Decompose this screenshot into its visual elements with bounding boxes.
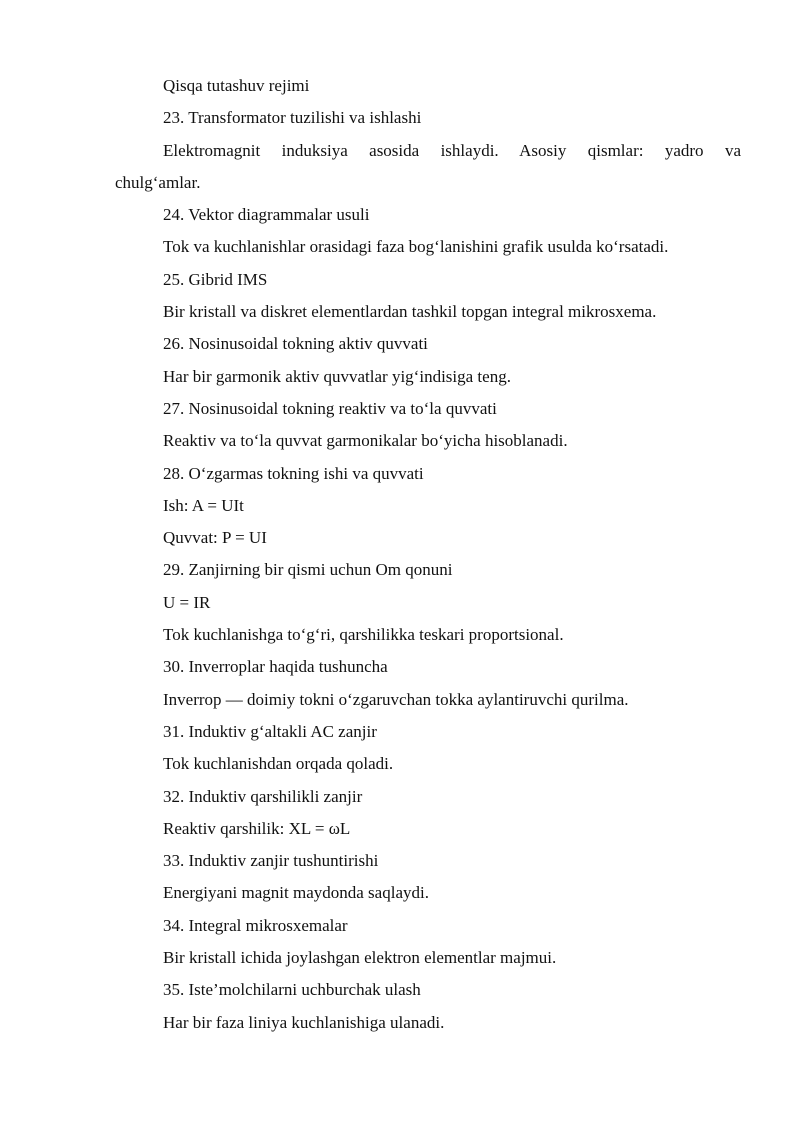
paragraph (115, 135, 741, 200)
section-heading: 26. Nosinusoidal tokning aktiv quvvati (163, 334, 428, 354)
text-line: Har bir faza liniya kuchlanishiga ulanadi. (163, 1012, 445, 1032)
section-heading: 35. Iste’molchilarni uchburchak ulash (163, 980, 421, 1000)
formula-line: U = IR (163, 592, 211, 612)
text-line: Har bir garmonik aktiv quvvatlar yig‘indisiga teng. (163, 366, 511, 386)
section-heading: 27. Nosinusoidal tokning reaktiv va to‘la quvvati (163, 398, 497, 418)
section-heading: 28. O‘zgarmas tokning ishi va quvvati (163, 463, 424, 483)
text-line: Qisqa tutashuv rejimi (163, 76, 310, 95)
text-line: Bir kristall ichida joylashgan elektron elementlar majmui. (163, 948, 557, 968)
section-heading: 24. Vektor diagrammalar usuli (163, 205, 370, 225)
section-heading: 25. Gibrid IMS (163, 269, 268, 289)
section-heading: 34. Integral mikrosxemalar (163, 915, 348, 935)
text-line: Tok kuchlanishdan orqada qoladi. (163, 754, 394, 774)
document-body (115, 70, 741, 1039)
section-heading: 32. Induktiv qarshilikli zanjir (163, 786, 363, 806)
text-line: Inverrop — doimiy tokni o‘zgaruvchan tokka aylantiruvchi qurilma. (163, 689, 629, 709)
text-line: Tok kuchlanishga to‘g‘ri, qarshilikka teskari proportsional. (163, 625, 564, 645)
text-line: Energiyani magnit maydonda saqlaydi. (163, 883, 429, 903)
section-heading: 29. Zanjirning bir qismi uchun Om qonuni (163, 560, 453, 580)
text-line: Tok va kuchlanishlar orasidagi faza bog‘lanishini grafik usulda ko‘rsatadi. (163, 237, 669, 257)
text-line: Reaktiv va to‘la quvvat garmonikalar bo‘yicha hisoblanadi. (163, 431, 568, 451)
section-heading: 33. Induktiv zanjir tushuntirishi (163, 851, 379, 871)
formula-line: Ish: A = UIt (163, 495, 244, 515)
section-heading: 31. Induktiv g‘altakli AC zanjir (163, 721, 377, 741)
section-heading: 23. Transformator tuzilishi va ishlashi (163, 108, 422, 128)
formula-line: Reaktiv qarshilik: XL = ωL (163, 818, 351, 838)
section-heading: 30. Inverroplar haqida tushuncha (163, 657, 388, 677)
paragraph-line-2: chulg‘amlar. (115, 172, 201, 192)
text-line: Bir kristall va diskret elementlardan tashkil topgan integral mikrosxema. (163, 302, 657, 322)
formula-line: Quvvat: P = UI (163, 528, 267, 548)
paragraph-line-1: Elektromagnit induksiya asosida ishlaydi. Asosiy qismlar: yadro va (163, 140, 741, 160)
